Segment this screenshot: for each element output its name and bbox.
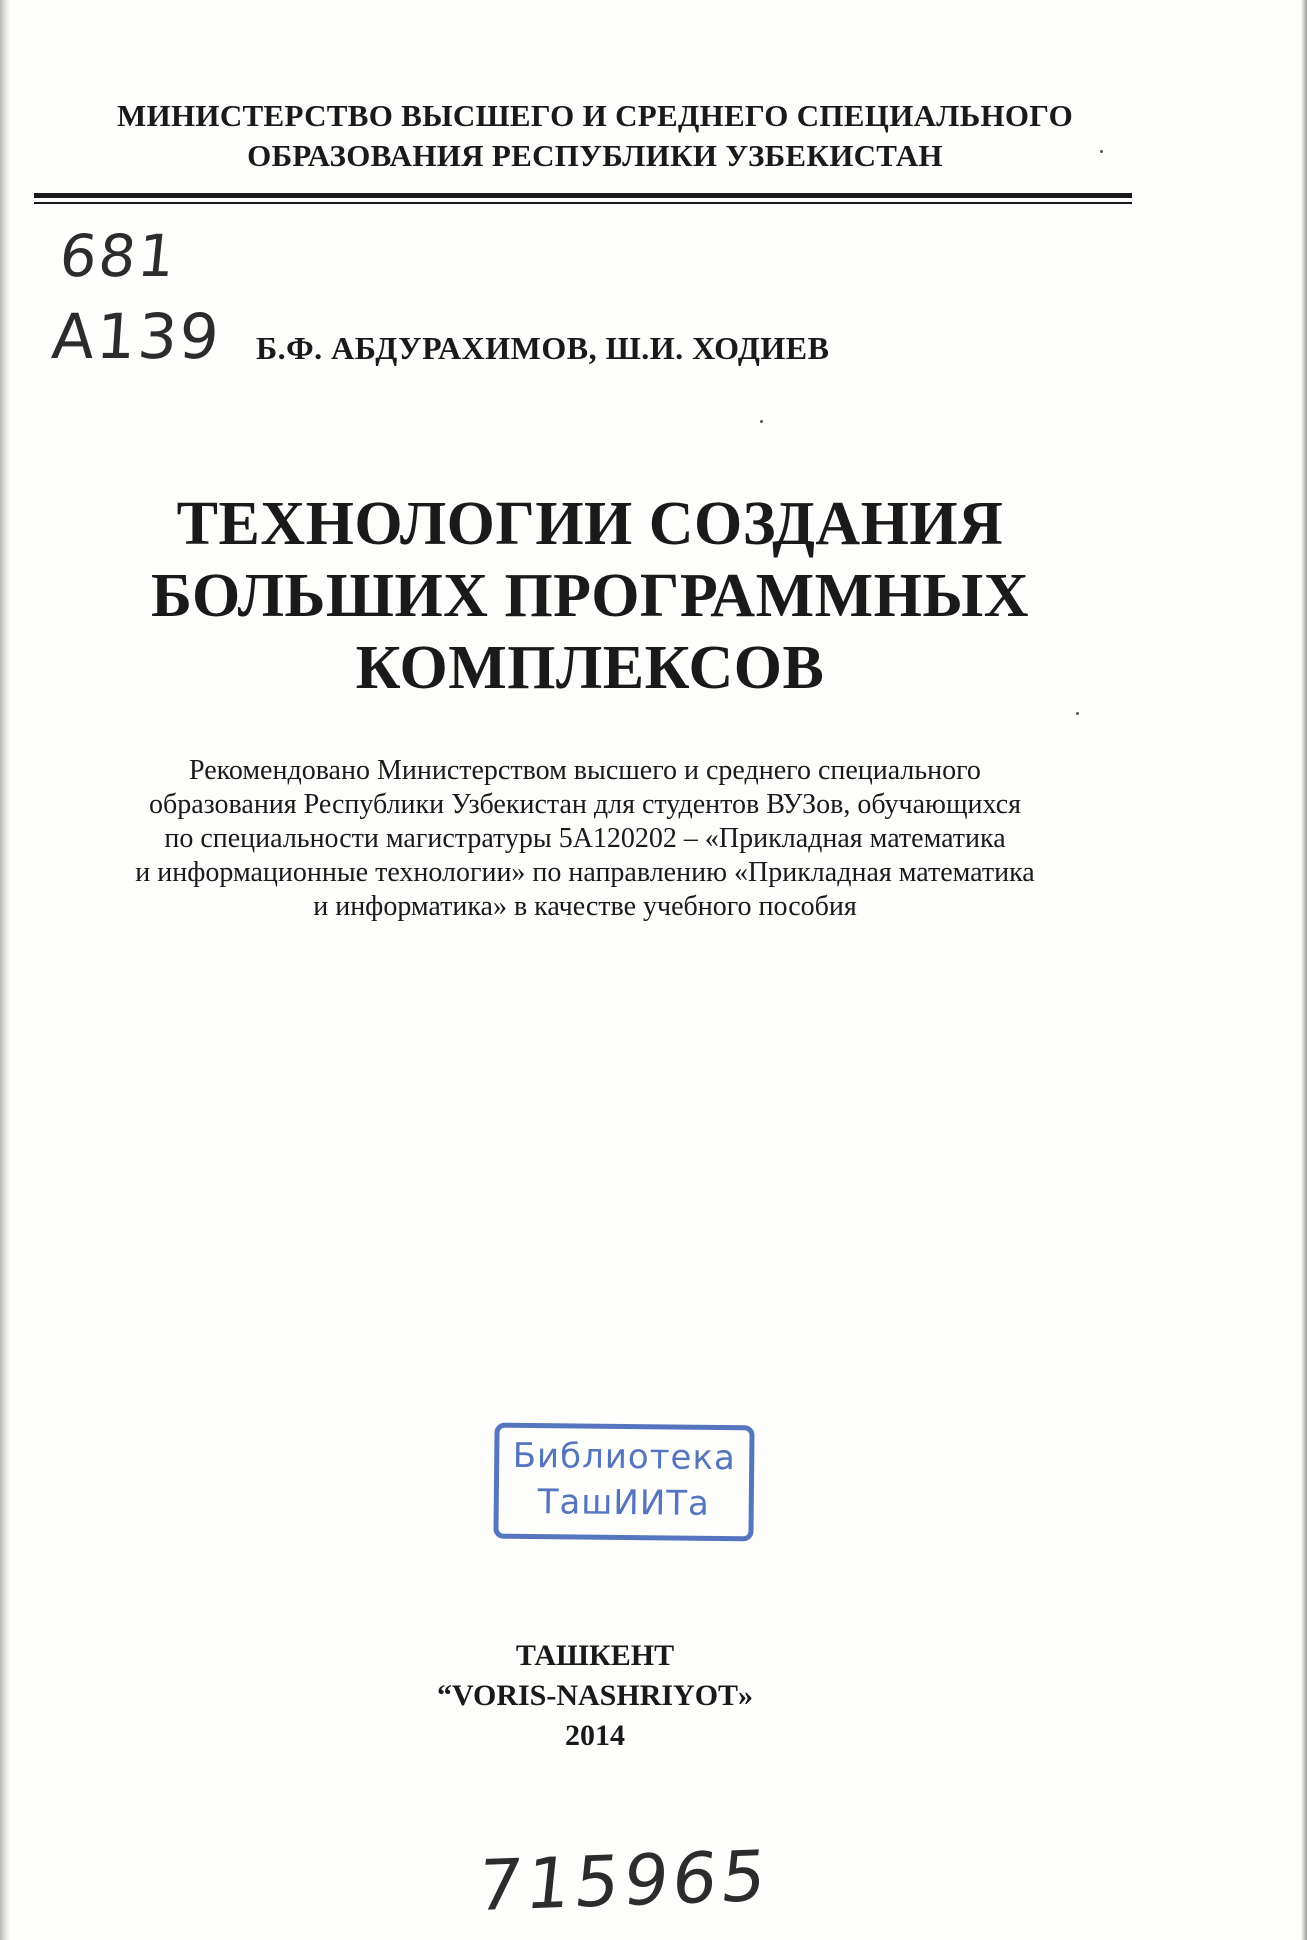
ministry-line-1: МИНИСТЕРСТВО ВЫСШЕГО И СРЕДНЕГО СПЕЦИАЛЬНОГО — [117, 98, 1073, 133]
handwritten-class-code: 681 — [56, 222, 181, 290]
book-title-line-2: БОЛЬШИХ ПРОГРАММНЫХ — [150, 562, 1029, 630]
recommendation-line-4: и информационные технологии» по направлению «Прикладная математика — [135, 857, 1035, 888]
recommendation-text — [20, 754, 1150, 924]
recommendation-line-5: и информатика» в качестве учебного пособия — [313, 891, 857, 922]
imprint-city: ТАШКЕНТ — [515, 1639, 675, 1672]
page-right-edge — [1301, 0, 1307, 1940]
recommendation-line-1: Рекомендовано Министерством высшего и среднего специального — [189, 755, 981, 786]
ministry-line-2: ОБРАЗОВАНИЯ РЕСПУБЛИКИ УЗБЕКИСТАН — [247, 138, 943, 173]
publisher-imprint — [0, 1636, 1190, 1756]
paper-speck — [760, 420, 763, 423]
header-rule-thick — [34, 193, 1132, 198]
paper-speck — [1100, 150, 1103, 153]
handwritten-author-code: А139 — [49, 300, 224, 373]
recommendation-line-3: по специальности магистратуры 5А120202 – «Прикладная математика — [164, 823, 1006, 854]
recommendation-line-2: образования Республики Узбекистан для студентов ВУЗов, обучающихся — [148, 789, 1022, 820]
book-authors: Б.Ф. АБДУРАХИМОВ, Ш.И. ХОДИЕВ — [256, 330, 830, 366]
book-title-line-1: ТЕХНОЛОГИИ СОЗДАНИЯ — [176, 490, 1004, 558]
header-rule-thin — [34, 202, 1132, 204]
book-title-line-3: КОМПЛЕКСОВ — [355, 634, 825, 702]
library-stamp — [493, 1423, 754, 1542]
paper-speck — [1076, 712, 1079, 715]
handwritten-inventory-number: 715965 — [473, 1834, 775, 1928]
imprint-year: 2014 — [565, 1719, 625, 1752]
imprint-publisher: “VORIS-NASHRIYOT» — [436, 1679, 754, 1712]
library-stamp-line-2: ТашИИТа — [537, 1482, 711, 1524]
book-title — [60, 488, 1120, 704]
library-stamp-line-1: Библиотека — [512, 1435, 737, 1479]
ministry-header — [0, 96, 1190, 176]
